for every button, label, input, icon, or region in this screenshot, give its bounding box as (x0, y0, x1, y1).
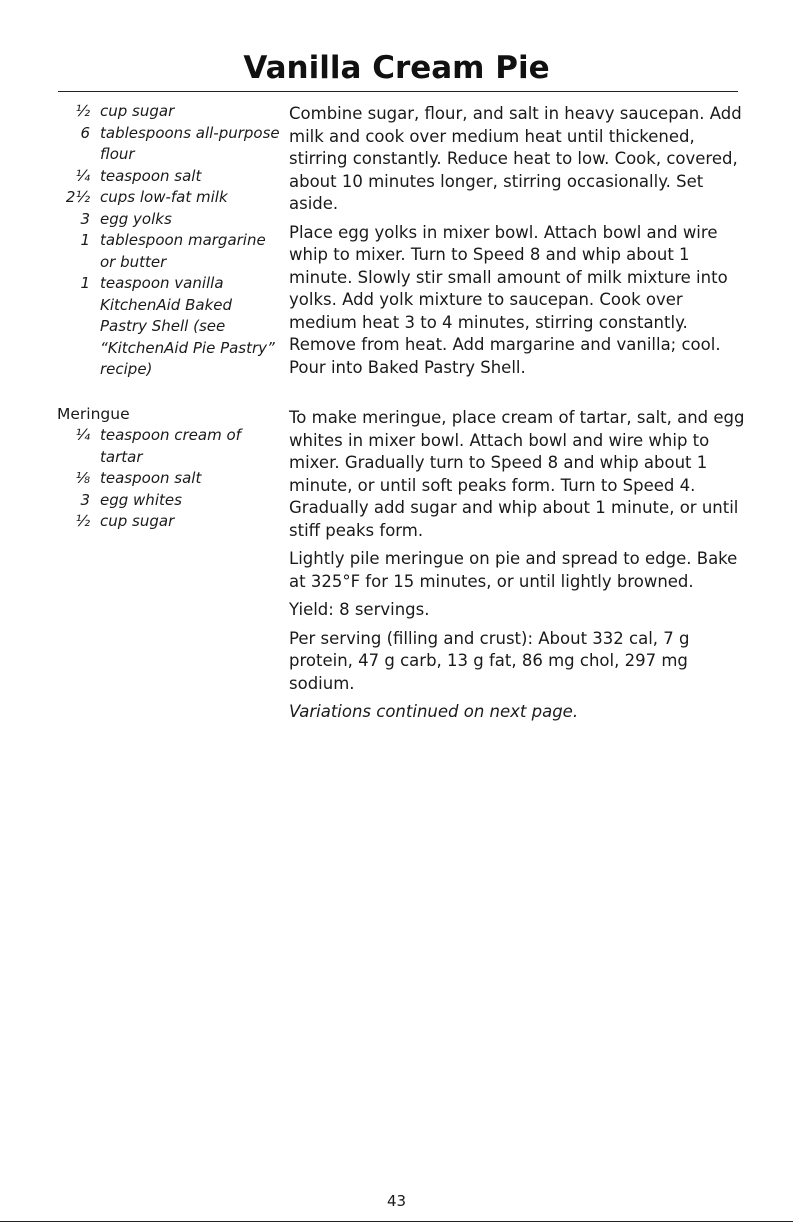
ingredient-row (58, 490, 280, 512)
yield-text: Yield: 8 servings. (289, 600, 430, 619)
direction-paragraph: Combine sugar, flour, and salt in heavy saucepan. Add milk and cook over medium heat until thickened, stirring constantly. Reduce heat to low. Cook, covered, about 10 minutes longer, stirring occasionally. Set aside. (289, 104, 742, 213)
ingredient-item: teaspoon vanilla (100, 274, 224, 292)
ingredient-row (58, 273, 280, 295)
ingredient-item: cup sugar (100, 102, 175, 120)
ingredient-row (58, 230, 280, 273)
ingredient-item: cup sugar (100, 512, 175, 530)
ingredient-qty: ¼ (75, 426, 90, 444)
ingredient-item: egg whites (100, 490, 182, 509)
ingredient-row (58, 101, 280, 123)
filling-ingredient-list (58, 101, 280, 381)
direction-paragraph: Lightly pile meringue on pie and spread to edge. Bake at 325°F for 15 minutes, or until lightly browned. (289, 549, 738, 591)
ingredient-row (58, 425, 280, 468)
ingredient-item: cups low-fat milk (100, 188, 228, 206)
variations-note: Variations continued on next page. (289, 702, 579, 721)
ingredient-qty: 1 (80, 274, 90, 292)
ingredient-item: KitchenAid Baked Pastry Shell (see “KitchenAid Pie Pastry” recipe) (100, 295, 275, 378)
ingredient-row (58, 166, 280, 188)
ingredient-item: egg yolks (100, 209, 172, 228)
ingredient-row (58, 468, 280, 490)
nutrition-text: Per serving (filling and crust): About 332 cal, 7 g protein, 47 g carb, 13 g fat, 86 mg chol, 297 mg sodium. (289, 628, 690, 693)
ingredient-row (58, 187, 280, 209)
ingredient-item: teaspoon cream of tartar (100, 426, 241, 466)
ingredient-qty: 3 (80, 490, 90, 509)
meringue-directions (289, 407, 749, 730)
ingredient-qty: 1 (80, 231, 90, 249)
ingredient-qty: ½ (75, 512, 90, 530)
page-number: 43 (386, 1192, 407, 1210)
ingredient-row (58, 209, 280, 231)
ingredient-item: teaspoon salt (100, 469, 202, 487)
ingredient-qty: ½ (75, 102, 90, 120)
ingredient-item: tablespoon margarine or butter (100, 231, 266, 271)
recipe-title: Vanilla Cream Pie (243, 50, 550, 86)
ingredient-item: tablespoons all-purpose flour (100, 123, 280, 163)
ingredient-row (58, 295, 280, 381)
filling-directions (289, 103, 749, 385)
meringue-ingredient-list (58, 425, 280, 533)
ingredient-qty: 3 (80, 209, 90, 228)
ingredient-qty: 2½ (65, 188, 90, 206)
direction-paragraph: To make meringue, place cream of tartar, salt, and egg whites in mixer bowl. Attach bowl and wire whip to mixer. Gradually turn to Speed 8 and whip about 1 minute, or until soft peaks form. Turn to Speed 4. Gradually add sugar and whip about 1 minute, or until stiff peaks form. (289, 408, 745, 540)
ingredient-qty: ¼ (75, 166, 90, 185)
ingredient-row (58, 511, 280, 533)
ingredient-row (58, 123, 280, 166)
title-divider (58, 91, 738, 92)
ingredient-qty: ⅛ (75, 469, 90, 487)
ingredient-qty: 6 (80, 123, 90, 142)
direction-paragraph: Place egg yolks in mixer bowl. Attach bowl and wire whip to mixer. Turn to Speed 8 and whip about 1 minute. Slowly stir small amount of milk mixture into yolks. Add yolk mixture to saucepan. Cook over medium heat 3 to 4 minutes, stirring constantly. Remove from heat. Add margarine and vanilla; cool. Pour into Baked Pastry Shell. (289, 222, 728, 377)
ingredient-item: teaspoon salt (100, 166, 202, 185)
meringue-heading: Meringue (57, 405, 130, 423)
page-bottom-border (0, 1221, 793, 1222)
